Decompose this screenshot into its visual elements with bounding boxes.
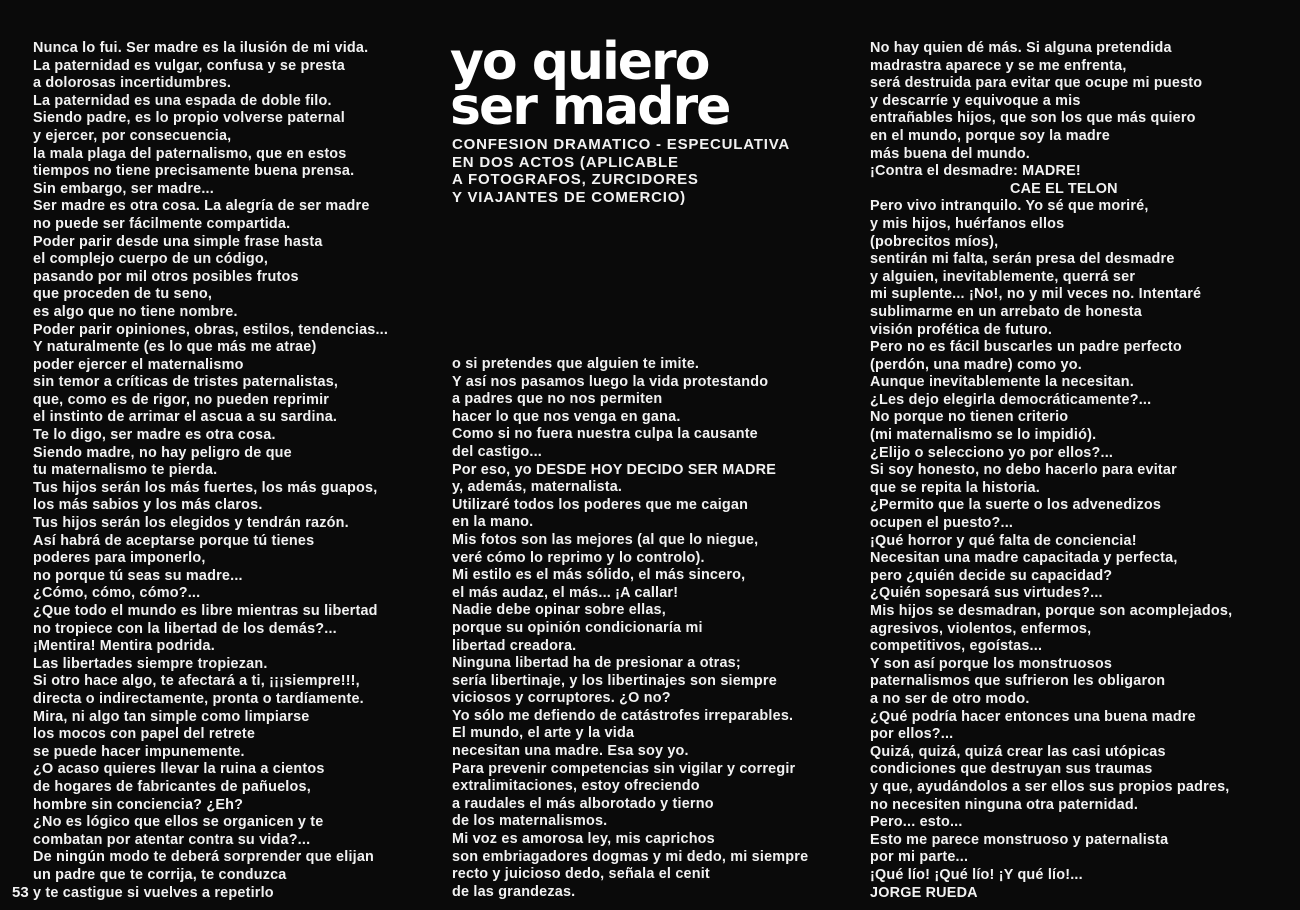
text-column-left bbox=[33, 40, 388, 902]
text-line: poder ejercer el maternalismo bbox=[33, 356, 244, 373]
text-line: La paternidad es vulgar, confusa y se presta bbox=[33, 57, 345, 74]
text-line: Nadie debe opinar sobre ellas, bbox=[452, 602, 666, 619]
text-line: ¿Cómo, cómo, cómo?... bbox=[33, 585, 201, 602]
stage-direction: CAE EL TELON bbox=[1010, 180, 1118, 197]
text-line: Así habrá de aceptarse porque tú tienes bbox=[33, 532, 315, 549]
text-line: en la mano. bbox=[452, 514, 534, 531]
text-line: más buena del mundo. bbox=[870, 145, 1030, 162]
text-line: condiciones que destruyan sus traumas bbox=[870, 761, 1153, 778]
text-line: visión profética de futuro. bbox=[870, 321, 1053, 338]
text-line: Pero vivo intranquilo. Yo sé que moriré, bbox=[870, 198, 1149, 215]
text-line: en el mundo, porque soy la madre bbox=[870, 127, 1110, 144]
text-line: y ejercer, por consecuencia, bbox=[33, 127, 232, 144]
text-line: de los maternalismos. bbox=[452, 813, 608, 830]
subtitle-line: A FOTOGRAFOS, ZURCIDORES bbox=[452, 171, 699, 189]
text-line: veré cómo lo reprimo y lo controlo). bbox=[452, 549, 705, 566]
text-line: No porque no tienen criterio bbox=[870, 409, 1069, 426]
text-line: Esto me parece monstruoso y paternalista bbox=[870, 831, 1169, 848]
subtitle-line: Y VIAJANTES DE COMERCIO) bbox=[452, 188, 686, 206]
text-line: hombre sin conciencia? ¿Eh? bbox=[33, 796, 244, 813]
text-line: hacer lo que nos venga en gana. bbox=[452, 408, 681, 425]
text-line: Pero no es fácil buscarles un padre perfecto bbox=[870, 339, 1182, 356]
text-line: ¿O acaso quieres llevar la ruina a cientos bbox=[33, 761, 325, 778]
text-line: paternalismos que sufrieron les obligaron bbox=[870, 673, 1166, 690]
text-line: Utilizaré todos los poderes que me caigan bbox=[452, 496, 749, 513]
text-line: Las libertades siempre tropiezan. bbox=[33, 655, 268, 672]
author-signature: JORGE RUEDA bbox=[870, 884, 978, 901]
text-line: y alguien, inevitablemente, querrá ser bbox=[870, 268, 1136, 285]
text-line: Para prevenir competencias sin vigilar y corregir bbox=[452, 760, 796, 777]
text-line: por ellos?... bbox=[870, 726, 954, 743]
text-line: de hogares de fabricantes de pañuelos, bbox=[33, 778, 311, 795]
text-line: o si pretendes que alguien te imite. bbox=[452, 356, 700, 372]
text-line: ¿Quién sopesará sus virtudes?... bbox=[870, 585, 1103, 602]
text-line: Si otro hace algo, te afectará a ti, ¡¡¡siempre!!!, bbox=[33, 673, 360, 690]
text-line: (mi maternalismo se lo impidió). bbox=[870, 427, 1097, 444]
text-column-middle bbox=[452, 356, 808, 901]
text-line: ¿No es lógico que ellos se organicen y te bbox=[33, 814, 324, 831]
text-line: pero ¿quién decide su capacidad? bbox=[870, 567, 1113, 584]
text-line: y descarríe y equivoque a mis bbox=[870, 92, 1081, 109]
text-line: viciosos y corruptores. ¿O no? bbox=[452, 690, 671, 707]
text-line: por mi parte... bbox=[870, 849, 969, 866]
text-line: ocupen el puesto?... bbox=[870, 515, 1014, 532]
article-subtitle bbox=[452, 136, 790, 206]
text-line: Quizá, quizá, quizá crear las casi utópicas bbox=[870, 743, 1166, 760]
text-line: Nunca lo fui. Ser madre es la ilusión de mi vida. bbox=[33, 40, 369, 56]
text-line: un padre que te corrija, te conduzca bbox=[33, 866, 287, 883]
text-line: los más sabios y los más claros. bbox=[33, 497, 263, 514]
text-line: será destruida para evitar que ocupe mi puesto bbox=[870, 75, 1203, 92]
text-line: y te castigue si vuelves a repetirlo bbox=[33, 884, 274, 901]
text-line: No hay quien dé más. Si alguna pretendida bbox=[870, 40, 1172, 56]
text-line: Y así nos pasamos luego la vida protestando bbox=[452, 373, 769, 390]
text-line: a padres que no nos permiten bbox=[452, 391, 663, 408]
text-line: pasando por mil otros posibles frutos bbox=[33, 268, 299, 285]
text-line: ¿Que todo el mundo es libre mientras su libertad bbox=[33, 603, 378, 619]
text-line: Ser madre es otra cosa. La alegría de ser madre bbox=[33, 198, 370, 215]
text-line: Poder parir opiniones, obras, estilos, tendencias... bbox=[33, 321, 389, 338]
text-line: sin temor a críticas de tristes paternalistas, bbox=[33, 374, 339, 391]
text-line: sentirán mi falta, serán presa del desmadre bbox=[870, 251, 1175, 268]
text-line: que se repita la historia. bbox=[870, 479, 1040, 496]
text-line: son embriagadores dogmas y mi dedo, mi siempre bbox=[452, 848, 809, 865]
text-line: del castigo... bbox=[452, 443, 542, 460]
text-line: Y naturalmente (es lo que más me atrae) bbox=[33, 339, 317, 356]
text-line: y que, ayudándolos a ser ellos sus propios padres, bbox=[870, 778, 1230, 795]
text-line: Mis fotos son las mejores (al que lo niegue, bbox=[452, 531, 759, 548]
title-line-2: ser madre bbox=[450, 77, 730, 137]
text-line: ¿Elijo o selecciono yo por ellos?... bbox=[870, 444, 1114, 461]
text-line: agresivos, violentos, enfermos, bbox=[870, 620, 1092, 637]
text-line: Por eso, yo DESDE HOY DECIDO SER MADRE bbox=[452, 461, 776, 478]
text-line: competitivos, egoístas... bbox=[870, 638, 1043, 655]
text-line: y mis hijos, huérfanos ellos bbox=[870, 215, 1065, 232]
text-line: Poder parir desde una simple frase hasta bbox=[33, 233, 323, 250]
text-line: Aunque inevitablemente la necesitan. bbox=[870, 374, 1134, 391]
text-line: Pero... esto... bbox=[870, 814, 963, 831]
text-line: sublimarme en un arrebato de honesta bbox=[870, 303, 1142, 320]
text-line: no tropiece con la libertad de los demás?... bbox=[33, 620, 337, 637]
text-line: Sin embargo, ser madre... bbox=[33, 180, 214, 197]
text-line: que, como es de rigor, no pueden reprimir bbox=[33, 391, 330, 408]
text-line: no porque tú seas su madre... bbox=[33, 567, 243, 584]
subtitle-line: EN DOS ACTOS (APLICABLE bbox=[452, 153, 679, 171]
text-line: Mi voz es amorosa ley, mis caprichos bbox=[452, 831, 715, 848]
text-line: el más audaz, el más... ¡A callar! bbox=[452, 584, 679, 601]
text-line: extralimitaciones, estoy ofreciendo bbox=[452, 778, 700, 795]
text-line: de las grandezas. bbox=[452, 883, 576, 900]
text-line: Como si no fuera nuestra culpa la causante bbox=[452, 426, 758, 443]
text-line: entrañables hijos, que son los que más quiero bbox=[870, 110, 1196, 127]
text-line: ¿Qué podría hacer entonces una buena madre bbox=[870, 708, 1196, 725]
text-line: combatan por atentar contra su vida?... bbox=[33, 831, 311, 848]
text-line: es algo que no tiene nombre. bbox=[33, 303, 238, 320]
text-line: El mundo, el arte y la vida bbox=[452, 725, 635, 742]
text-line: no puede ser fácilmente compartida. bbox=[33, 215, 291, 232]
text-line: el instinto de arrimar el ascua a su sardina. bbox=[33, 409, 338, 426]
text-line: que proceden de tu seno, bbox=[33, 286, 213, 303]
text-line: ¡Qué horror y qué falta de conciencia! bbox=[870, 532, 1137, 549]
text-line: y, además, maternalista. bbox=[452, 479, 623, 496]
text-line: Mira, ni algo tan simple como limpiarse bbox=[33, 708, 310, 725]
text-line: ¡Contra el desmadre: MADRE! bbox=[870, 163, 1081, 180]
article-title bbox=[450, 32, 730, 137]
text-column-right bbox=[870, 40, 1232, 902]
text-line: Si soy honesto, no debo hacerlo para evitar bbox=[870, 462, 1177, 479]
text-line: mi suplente... ¡No!, no y mil veces no. Intentaré bbox=[870, 286, 1202, 303]
text-line: a dolorosas incertidumbres. bbox=[33, 75, 232, 92]
subtitle-line: CONFESION DRAMATICO - ESPECULATIVA bbox=[452, 136, 791, 153]
text-line: ¿Les dejo elegirla democráticamente?... bbox=[870, 391, 1152, 408]
text-line: Siendo padre, es lo propio volverse paternal bbox=[33, 110, 345, 127]
text-line: necesitan una madre. Esa soy yo. bbox=[452, 743, 689, 760]
text-line: a raudales el más alborotado y tierno bbox=[452, 795, 714, 812]
text-line: La paternidad es una espada de doble filo. bbox=[33, 92, 332, 109]
text-line: porque su opinión condicionaría mi bbox=[452, 619, 703, 636]
text-line: Y son así porque los monstruosos bbox=[870, 655, 1113, 672]
text-line: el complejo cuerpo de un código, bbox=[33, 251, 269, 268]
text-line: ¡Mentira! Mentira podrida. bbox=[33, 638, 215, 655]
text-line: Siendo madre, no hay peligro de que bbox=[33, 444, 292, 461]
text-line: ¡Qué lío! ¡Qué lío! ¡Y qué lío!... bbox=[870, 866, 1083, 883]
text-line: Yo sólo me defiendo de catástrofes irreparables. bbox=[452, 707, 794, 724]
text-line: a no ser de otro modo. bbox=[870, 690, 1030, 707]
text-line: Tus hijos serán los elegidos y tendrán razón. bbox=[33, 515, 349, 532]
text-line: sería libertinaje, y los libertinajes son siempre bbox=[452, 672, 777, 689]
text-line: tu maternalismo te pierda. bbox=[33, 462, 218, 479]
text-line: Tus hijos serán los más fuertes, los más guapos, bbox=[33, 479, 378, 496]
text-line: (pobrecitos míos), bbox=[870, 233, 999, 250]
text-line: tiempos no tiene precisamente buena prensa. bbox=[33, 163, 355, 180]
text-line: los mocos con papel del retrete bbox=[33, 726, 256, 743]
text-line: libertad creadora. bbox=[452, 637, 577, 654]
text-line: no necesiten ninguna otra paternidad. bbox=[870, 796, 1139, 813]
text-line: Mi estilo es el más sólido, el más sincero, bbox=[452, 567, 746, 584]
text-line: Te lo digo, ser madre es otra cosa. bbox=[33, 427, 276, 444]
title-line-1: yo quiero bbox=[450, 32, 709, 92]
text-line: madrastra aparece y se me enfrenta, bbox=[870, 57, 1127, 74]
text-line: recto y juicioso dedo, señala el cenit bbox=[452, 866, 710, 883]
text-line: Necesitan una madre capacitada y perfecta, bbox=[870, 550, 1178, 567]
page-number: 53 bbox=[12, 884, 29, 901]
text-line: directa o indirectamente, pronta o tardíamente. bbox=[33, 690, 364, 707]
text-line: (perdón, una madre) como yo. bbox=[870, 356, 1082, 373]
text-line: se puede hacer impunemente. bbox=[33, 743, 245, 760]
text-line: Ninguna libertad ha de presionar a otras; bbox=[452, 655, 741, 672]
text-line: poderes para imponerlo, bbox=[33, 550, 206, 567]
text-line: ¿Permito que la suerte o los advenedizos bbox=[870, 497, 1162, 514]
text-line: De ningún modo te deberá sorprender que elijan bbox=[33, 849, 375, 866]
text-line: la mala plaga del paternalismo, que en estos bbox=[33, 145, 347, 162]
text-line: Mis hijos se desmadran, porque son acomplejados, bbox=[870, 603, 1233, 619]
